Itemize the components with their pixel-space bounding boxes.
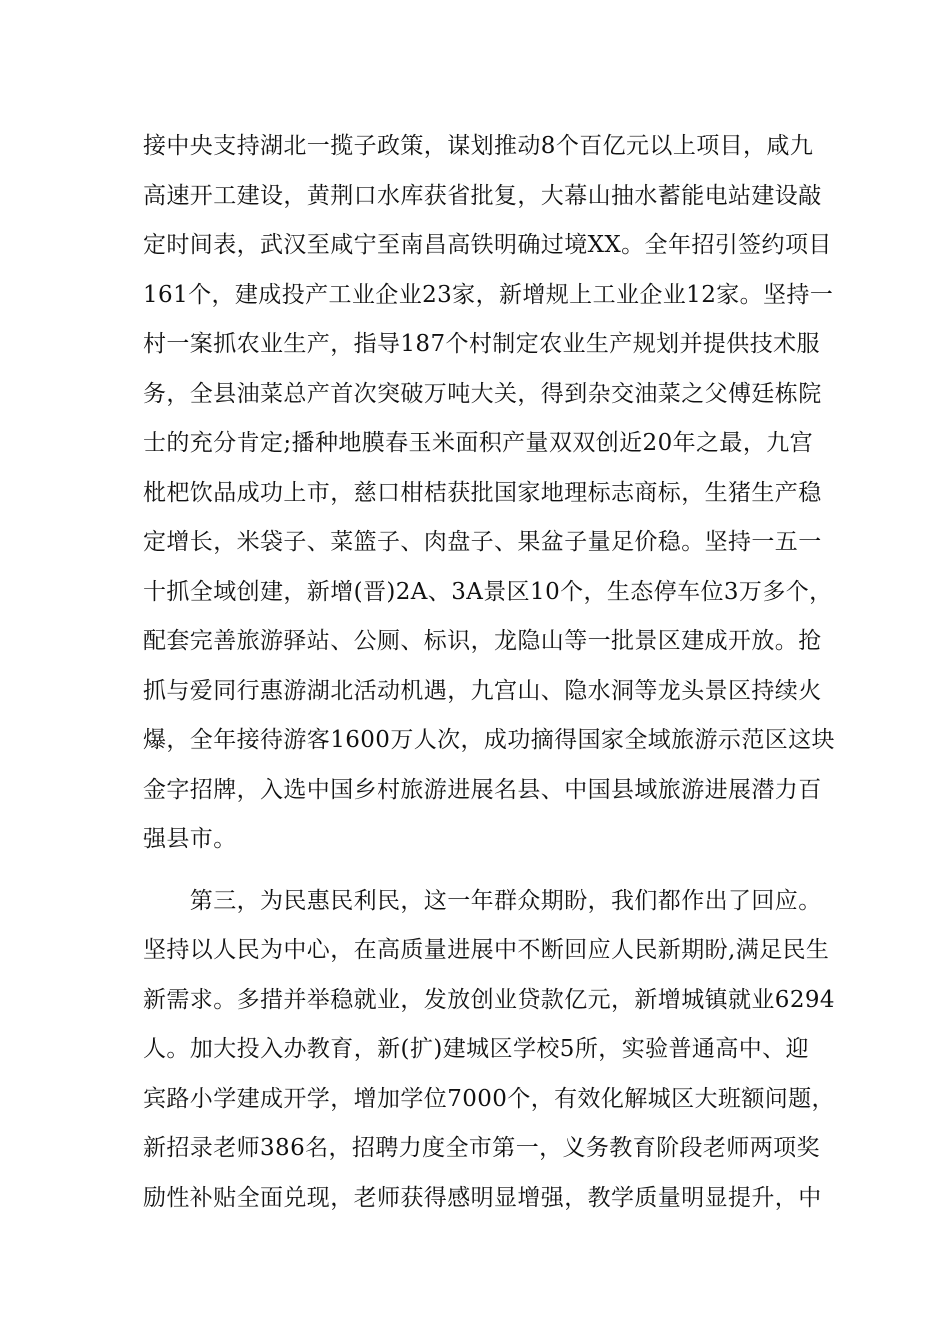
paragraph-1 (143, 122, 835, 865)
text-line: 十抓全域创建，新增(晋)2A、3A景区10个，生态停车位3万多个， (143, 578, 833, 605)
text-line: 村一案抓农业生产，指导187个村制定农业生产规划并提供技术服 (143, 331, 820, 357)
text-line: 接中央支持湖北一揽子政策，谋划推动8个百亿元以上项目，咸九 (143, 133, 814, 159)
text-line: 务，全县油菜总产首次突破万吨大关，得到杂交油菜之父傅廷栋院 (143, 380, 822, 407)
document-page (143, 122, 835, 1223)
text-line: 士的充分肯定;播种地膜春玉米面积产量双双创近20年之最，九宫 (143, 430, 814, 456)
text-line: 第三，为民惠民利民，这一年群众期盼，我们都作出了回应。 (143, 887, 822, 914)
text-line: 新需求。多措并举稳就业，发放创业贷款亿元，新增城镇就业6294 (143, 986, 835, 1013)
text-line: 爆，全年接待游客1600万人次，成功摘得国家全域旅游示范区这块 (143, 727, 835, 753)
text-line: 人。加大投入办教育，新(扩)建城区学校5所，实验普通高中、迎 (143, 1036, 809, 1062)
text-line: 宾路小学建成开学，增加学位7000个，有效化解城区大班额问题， (143, 1085, 835, 1112)
paragraph-2 (143, 877, 835, 1224)
paragraph-gap (143, 865, 809, 877)
text-line: 强县市。 (143, 826, 237, 852)
text-line: 抓与爱同行惠游湖北活动机遇，九宫山、隐水洞等龙头景区持续火 (143, 677, 822, 704)
text-line: 枇杷饮品成功上市，慈口柑桔获批国家地理标志商标，生猪生产稳 (143, 479, 822, 506)
text-line: 配套完善旅游驿站、公厕、标识，龙隐山等一批景区建成开放。抢 (143, 628, 822, 654)
text-line: 坚持以人民为中心，在高质量进展中不断回应人民新期盼,满足民生 (143, 937, 830, 963)
text-line: 励性补贴全面兑现，老师获得感明显增强，教学质量明显提升，中 (143, 1184, 822, 1211)
text-line: 金字招牌，入选中国乡村旅游进展名县、中国县域旅游进展潜力百 (143, 776, 822, 803)
text-line: 定增长，米袋子、菜篮子、肉盘子、果盆子量足价稳。坚持一五一 (143, 529, 822, 555)
text-line: 高速开工建设，黄荆口水库获省批复，大幕山抽水蓄能电站建设敲 (143, 182, 822, 209)
text-line: 定时间表，武汉至咸宁至南昌高铁明确过境XX。全年招引签约项目 (143, 232, 832, 258)
text-line: 新招录老师386名，招聘力度全市第一，义务教育阶段老师两项奖 (143, 1135, 820, 1161)
text-line: 161个，建成投产工业企业23家，新增规上工业企业12家。坚持一 (143, 281, 834, 308)
